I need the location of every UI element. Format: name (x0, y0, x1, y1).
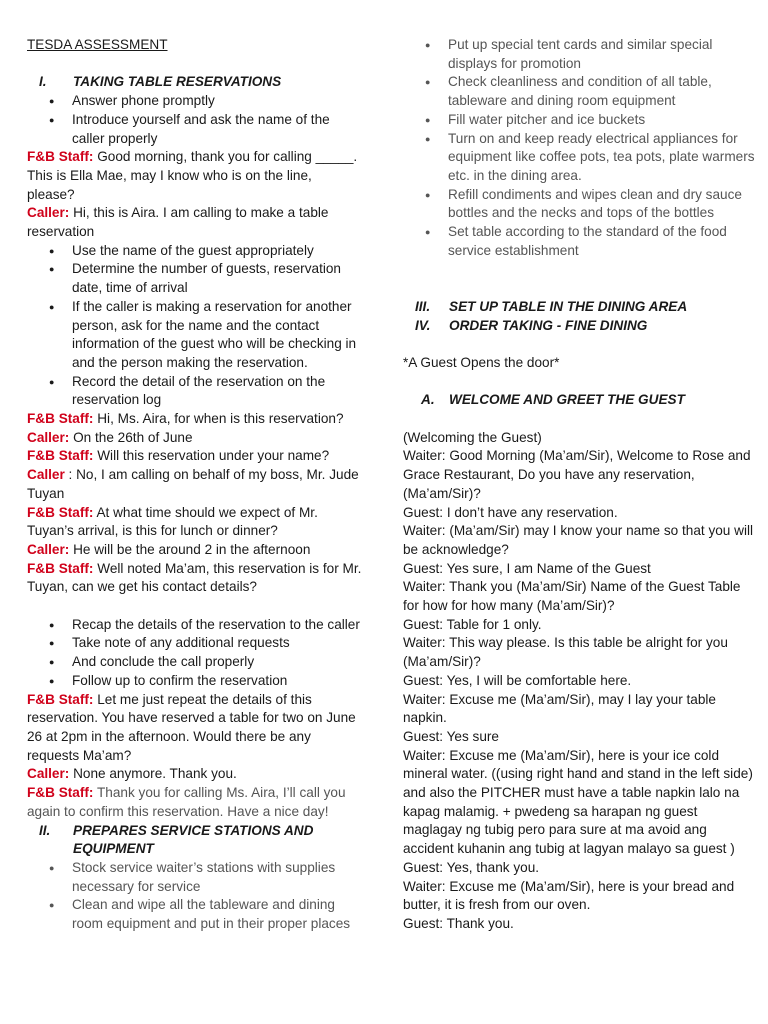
bullet-list-1 (27, 92, 363, 148)
section-number: II. (39, 822, 51, 838)
dialogue-line (27, 204, 363, 241)
list-item: ● And conclude the call properly (27, 653, 363, 672)
dialogue-line (27, 410, 363, 429)
speaker-label: F&B Staff: (27, 411, 94, 427)
section-heading-1 (27, 73, 363, 92)
script-line: Guest: Yes, I will be comfortable here. (403, 672, 632, 688)
dialogue-text: Hi, this is Aira. I am calling to make a table reservation (27, 205, 329, 240)
speaker-label: Caller: (27, 429, 70, 445)
list-item: ● Use the name of the guest appropriately (27, 242, 363, 261)
section-title: ORDER TAKING - FINE DINING (449, 317, 648, 333)
dialogue-line (27, 429, 363, 448)
script-line: Guest: Yes sure (403, 728, 499, 744)
list-item: ● Clean and wipe all the tableware and dining room equipment and put in their proper places (27, 896, 363, 933)
speaker-label: Caller (27, 467, 65, 483)
document-title: TESDA ASSESSMENT (27, 37, 168, 52)
list-item: ● Introduce yourself and ask the name of the caller properly (27, 111, 363, 148)
speaker-label: F&B Staff: (27, 448, 94, 464)
script-line: Waiter: Excuse me (Ma’am/Sir), here is your bread and butter, it is fresh from our oven. (403, 878, 735, 913)
list-item: ● Recap the details of the reservation to the caller (27, 616, 363, 635)
bullet-list-2 (27, 242, 363, 410)
speaker-label: Caller: (27, 541, 70, 557)
subsection-heading-a (403, 391, 755, 410)
section-title: PREPARES SERVICE STATIONS AND EQUIPMENT (73, 822, 314, 857)
section-title: TAKING TABLE RESERVATIONS (73, 74, 282, 90)
script-line: Waiter: (Ma’am/Sir) may I know your name so that you will be acknowledge? (403, 523, 754, 557)
dialogue-text: He will be the around 2 in the afternoon (69, 541, 311, 557)
dialogue-line (27, 466, 363, 503)
dialogue-text: On the 26th of June (69, 429, 193, 445)
list-item: ● Determine the number of guests, reservation date, time of arrival (27, 260, 363, 297)
speaker-label: F&B Staff: (27, 504, 94, 520)
list-item: ● Follow up to confirm the reservation (27, 672, 363, 691)
dialogue-line (27, 447, 363, 466)
speaker-label: F&B Staff: (27, 149, 94, 165)
list-item: ● Answer phone promptly (27, 92, 363, 111)
dialogue-line (27, 148, 363, 204)
bullet-list-3 (27, 616, 363, 691)
dialogue-line (27, 765, 363, 784)
list-item: ● Put up special tent cards and similar special displays for promotion (403, 36, 755, 73)
dialogue-line (27, 784, 363, 821)
section-title: SET UP TABLE IN THE DINING AREA (449, 298, 688, 314)
section-heading-2 (27, 822, 363, 859)
dialogue-text: Good morning, thank you for calling _____. This is Ella Mae, may I know who is on the line, please? (27, 149, 358, 202)
dialogue-text: Hi, Ms. Aira, for when is this reservation? (93, 411, 344, 427)
dialogue-text: Let me just repeat the details of this reservation. You have reserved a table for two on June 26 at 2pm in the afternoon. Would there be any requests Ma’am? (27, 691, 356, 763)
list-item: ● Take note of any additional requests (27, 634, 363, 653)
script-line: Guest: I don’t have any reservation. (403, 504, 618, 520)
list-item: ● Stock service waiter’s stations with supplies necessary for service (27, 859, 363, 896)
list-item: ● Turn on and keep ready electrical appliances for equipment like coffee pots, tea pots, plate warmers etc. in the dining area. (403, 130, 755, 186)
dialogue-line (27, 560, 363, 597)
script-line: Waiter: Thank you (Ma’am/Sir) Name of the Guest Table for how for how many (Ma’am/Sir)? (403, 579, 741, 614)
list-item: ● If the caller is making a reservation for another person, ask for the name and the contact information of the guest who will be checking in and the person making the reservation. (27, 298, 363, 373)
speaker-label: Caller: (27, 205, 70, 221)
subsection-letter: A. (421, 392, 435, 408)
script-line: Waiter: Excuse me (Ma’am/Sir), here is your ice cold mineral water. ((using right hand and stand in the left side) and also the PITCHER must have a table napkin lalo na kapag malamig. + pwedeng sa harapan ng guest maglagay ng tubig pero para sure at ma avoid ang accident kuhanin ang tubig at lagyan malayo sa guest ) (403, 747, 753, 857)
bullet-list-4 (27, 859, 363, 934)
section-heading-4 (403, 317, 755, 336)
dialogue-line (27, 504, 363, 541)
list-item: ● Refill condiments and wipes clean and dry sauce bottles and the necks and tops of the bottles (403, 186, 755, 223)
script-line: Waiter: Excuse me (Ma’am/Sir), may I lay your table napkin. (403, 691, 716, 726)
speaker-label: Caller: (27, 766, 70, 782)
section-number: III. (415, 298, 431, 314)
dialogue-text: Will this reservation under your name? (93, 448, 330, 464)
list-item: ● Fill water pitcher and ice buckets (403, 111, 755, 130)
stage-direction: *A Guest Opens the door* (403, 354, 560, 370)
list-item: ● Set table according to the standard of the food service establishment (403, 223, 755, 260)
section-number: IV. (415, 317, 431, 333)
subsection-title: WELCOME AND GREET THE GUEST (449, 392, 685, 408)
speaker-label: F&B Staff: (27, 560, 94, 576)
section-number: I. (39, 74, 47, 90)
script-line: Waiter: This way please. Is this table be alright for you (Ma’am/Sir)? (403, 635, 728, 670)
left-column (27, 36, 363, 934)
script-line: Guest: Yes, thank you. (403, 859, 540, 875)
script-line: Waiter: Good Morning (Ma’am/Sir), Welcome to Rose and Grace Restaurant, Do you have any reservation, (Ma’am/Sir)? (403, 448, 751, 501)
section-heading-3 (403, 298, 755, 317)
script-line: Guest: Yes sure, I am Name of the Guest (403, 560, 651, 576)
bullet-list-5 (403, 36, 755, 260)
script-line: Guest: Thank you. (403, 915, 514, 931)
list-item: ● Check cleanliness and condition of all table, tableware and dining room equipment (403, 73, 755, 110)
dialogue-text: Thank you for calling Ms. Aira, I’ll call you again to confirm this reservation. Have a nice day! (27, 785, 346, 819)
dialogue-line (27, 691, 363, 766)
list-item: ● Record the detail of the reservation on the reservation log (27, 373, 363, 410)
script-intro: (Welcoming the Guest) (403, 429, 542, 445)
dialogue-text: Well noted Ma’am, this reservation is for Mr. Tuyan, can we get his contact details? (27, 560, 362, 595)
speaker-label: F&B Staff: (27, 691, 94, 707)
right-column (403, 36, 755, 934)
dialogue-text: None anymore. Thank you. (69, 766, 237, 782)
dialogue-line (27, 541, 363, 560)
dialogue-text: : No, I am calling on behalf of my boss, Mr. Jude Tuyan (27, 467, 359, 501)
script-line: Guest: Table for 1 only. (403, 616, 542, 632)
speaker-label: F&B Staff: (27, 785, 94, 801)
dialogue-text: At what time should we expect of Mr. Tuyan’s arrival, is this for lunch or dinner? (27, 504, 318, 539)
